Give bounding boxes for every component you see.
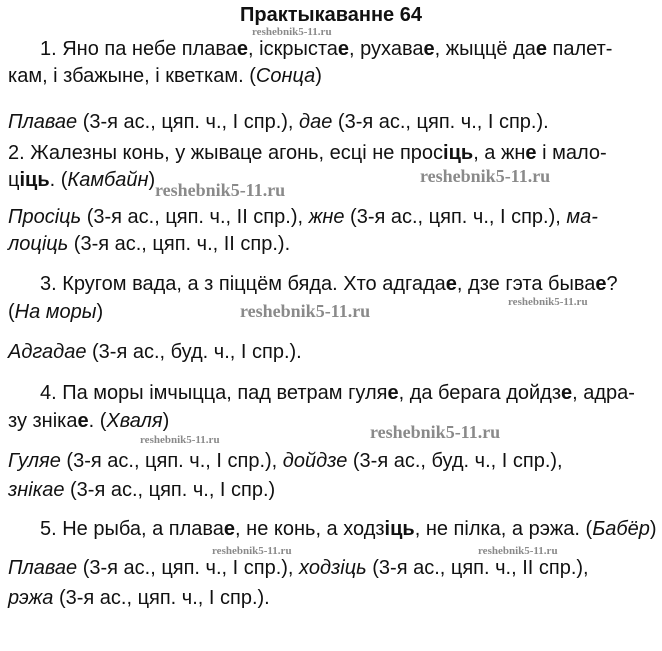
ex4-line-1: 4. Па моры імчыцца, пад ветрам гуляе, да берага дойдзе, адра- <box>40 382 635 404</box>
ex5-answer-2: рэжа (3-я ас., цяп. ч., I спр.). <box>8 587 270 609</box>
watermark: reshebnik5-11.ru <box>212 545 292 557</box>
ex2-answer-1: Просіць (3-я ас., цяп. ч., II спр.), жне (3-я ас., цяп. ч., I спр.), ма- <box>8 206 598 228</box>
ex4-answer-2: знікае (3-я ас., цяп. ч., I спр.) <box>8 479 276 501</box>
ex2-answer-2: лоціць (3-я ас., цяп. ч., II спр.). <box>8 233 291 255</box>
watermark: reshebnik5-11.ru <box>240 301 371 321</box>
watermark: reshebnik5-11.ru <box>478 545 558 557</box>
watermark: reshebnik5-11.ru <box>155 180 286 200</box>
ex3-line-2: (На моры) <box>8 301 104 323</box>
watermark: reshebnik5-11.ru <box>252 26 332 38</box>
ex4-line-2: зу знікае. (Хваля) <box>8 410 170 432</box>
ex1-answer-1: Плавае (3-я ас., цяп. ч., I спр.), дае (3-я ас., цяп. ч., I спр.). <box>8 111 549 133</box>
ex3-line-1: 3. Кругом вада, а з піццём бяда. Хто адгадае, дзе гэта бывае? <box>40 273 618 295</box>
watermark: reshebnik5-11.ru <box>140 434 220 446</box>
ex2-line-1: 2. Жалезны конь, у жываце агонь, есці не просіць, а жне і мало- <box>8 142 607 164</box>
ex3-answer-1: Адгадае (3-я ас., буд. ч., I спр.). <box>8 341 302 363</box>
watermark: reshebnik5-11.ru <box>508 296 588 308</box>
ex1-line-2: кам, і збажыне, і кветкам. (Сонца) <box>8 65 322 87</box>
watermark: reshebnik5-11.ru <box>420 166 551 186</box>
ex5-line-1: 5. Не рыба, а плавае, не конь, а ходзіць, не пілка, а рэжа. (Бабёр) <box>40 518 657 540</box>
ex1-line-1: 1. Яно па небе плавае, іскрыстае, рухавае, жыццё дае палет- <box>40 38 613 60</box>
watermark: reshebnik5-11.ru <box>370 422 501 442</box>
ex4-answer-1: Гуляе (3-я ас., цяп. ч., I спр.), дойдзе (3-я ас., буд. ч., I спр.), <box>8 450 563 472</box>
ex5-answer-1: Плавае (3-я ас., цяп. ч., I спр.), ходзіць (3-я ас., цяп. ч., II спр.), <box>8 557 589 579</box>
page-title: Практыкаванне 64 <box>240 4 422 26</box>
ex2-line-2: ціць. (Камбайн) <box>8 169 156 191</box>
